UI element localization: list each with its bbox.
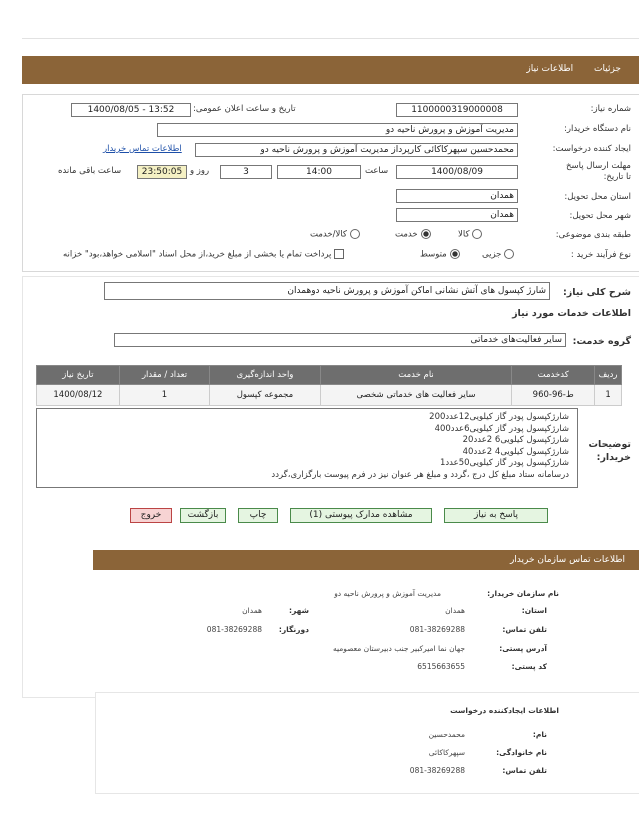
payment-note: پرداخت تمام یا بخشی از مبلغ خرید،از محل اسناد "اسلامی خواهد،بود" خزانه [63, 249, 344, 260]
org-value: مدیریت آموزش و پرورش ناحیه دو [334, 589, 441, 598]
buyer-label: نام دستگاه خریدار: [564, 124, 631, 134]
province-c-value: همدان [445, 606, 465, 615]
payment-checkbox[interactable] [334, 249, 344, 259]
org-label: نام سازمان خریدار: [487, 589, 559, 598]
process-label: نوع فرآیند خرید : [570, 250, 631, 260]
announce-field: 1400/08/05 - 13:52 [71, 103, 191, 117]
city-label: شهر محل تحویل: [569, 211, 631, 221]
city-c-label: شهر: [289, 606, 309, 615]
buyer-contact-link[interactable]: اطلاعات تماس خریدار [103, 144, 182, 154]
top-divider [22, 38, 639, 39]
desc-line: شارژکپسول کیلویی6 2عدد20 [462, 435, 569, 445]
deadline-time-label: ساعت [365, 166, 389, 176]
desc-line: شارژکپسول پودر گاز کیلویی6عدد400 [434, 423, 569, 434]
nav-details[interactable]: جزئیات [594, 64, 621, 74]
radio-goods[interactable] [472, 229, 482, 239]
cell-unit: مجموعه کپسول [210, 385, 320, 406]
process-medium-option[interactable]: متوسط [420, 249, 460, 260]
announce-label: تاریخ و ساعت اعلان عمومی: [193, 104, 296, 114]
back-button[interactable]: بازگشت [180, 508, 226, 523]
reply-button[interactable]: پاسخ به نیاز [444, 508, 548, 523]
fax-label: دورنگار: [278, 625, 309, 634]
col-service-name: نام خدمت [320, 366, 512, 385]
time-remaining-label: ساعت باقی مانده [58, 166, 122, 176]
contact-bar [93, 550, 639, 570]
phone-value: 081-38269288 [409, 625, 465, 634]
deadline-label: مهلت ارسال پاسخ تا تاریخ: [566, 161, 631, 182]
cell-row: 1 [595, 385, 622, 406]
category-goods-option[interactable]: کالا [458, 229, 482, 240]
family-label: نام خانوادگی: [496, 748, 547, 757]
fax-value: 081-38269288 [206, 625, 262, 634]
category-goods-service-option[interactable]: کالا/خدمت [310, 229, 360, 240]
col-quantity: تعداد / مقدار [119, 366, 209, 385]
name-value: محمدحسین [428, 730, 465, 739]
col-row: ردیف [595, 366, 622, 385]
table-header-row [37, 366, 622, 385]
desc-line: درسامانه ستاد مبلغ کل درج ،گردد و مبلغ هر عنوان نیز در فرم پیوست بارگزاری،گردد [271, 469, 569, 480]
col-need-date: تاریخ نیاز [37, 366, 120, 385]
summary-label: شرح کلی نیاز: [562, 287, 631, 298]
cell-need-date: 1400/08/12 [37, 385, 120, 406]
cell-service-code: ط-96-960 [512, 385, 595, 406]
need-number-label: شماره نیاز: [590, 104, 631, 114]
deadline-date-field: 1400/08/09 [396, 165, 518, 179]
nav-need-info[interactable]: اطلاعات نیاز [526, 64, 574, 74]
buyer-desc-label: توضیحات خریدار: [588, 439, 631, 463]
desc-line: شارژکپسول پودر گاز کیلویی50عدد1 [439, 458, 569, 468]
deadline-time-field: 14:00 [277, 165, 361, 179]
desc-line: شارژکپسول کیلویی4 2عدد40 [462, 446, 569, 457]
address-value: جهان نما امیرکبیر جنب دبیرستان معصومیه [332, 644, 465, 653]
table-row [37, 385, 622, 406]
creator-phone-label: تلفن تماس: [502, 766, 547, 775]
radio-goods-service[interactable] [350, 229, 360, 239]
name-label: نام: [532, 730, 547, 739]
service-group-field: سایر فعالیت‌های خدماتی [114, 333, 566, 347]
time-remaining-field: 23:50:05 [137, 165, 187, 179]
address-label: آدرس پستی: [499, 644, 547, 653]
cell-service-name: سایر فعالیت های خدماتی شخصی [320, 385, 512, 406]
category-service-option[interactable]: خدمت [395, 229, 431, 240]
radio-partial[interactable] [504, 249, 514, 259]
header-bar [22, 56, 639, 84]
col-service-code: کدخدمت [512, 366, 595, 385]
print-button[interactable]: چاپ [238, 508, 278, 523]
category-label: طبقه بندی موضوعی: [555, 230, 631, 240]
postal-value: 6515663655 [417, 662, 465, 671]
creator-title: اطلاعات ایجادکننده درخواست [450, 706, 559, 715]
radio-medium[interactable] [450, 249, 460, 259]
summary-field: شارژ کپسول های آتش نشانی اماکن آموزش و پرورش ناحیه دوهمدان [104, 282, 550, 300]
days-label: روز و [190, 166, 210, 176]
buyer-field: مدیریت آموزش و پرورش ناحیه دو [157, 123, 518, 137]
creator-field: محمدحسین سپهرکاکائی کارپرداز مدیریت آموزش و پرورش ناحیه دو [195, 143, 518, 157]
phone-label: تلفن تماس: [502, 625, 547, 634]
province-c-label: استان: [521, 606, 547, 615]
family-value: سپهرکاکائی [428, 748, 465, 757]
city-c-value: همدان [242, 606, 262, 615]
service-group-label: گروه خدمت: [572, 336, 631, 347]
creator-label: ایجاد کننده درخواست: [552, 144, 631, 154]
col-unit: واحد اندازه‌گیری [210, 366, 320, 385]
view-attachments-button[interactable]: مشاهده مدارک پیوستی (1) [290, 508, 432, 523]
services-table [36, 365, 622, 406]
exit-button[interactable]: خروج [130, 508, 172, 523]
city-field: همدان [396, 208, 518, 222]
need-form-panel [22, 94, 639, 272]
process-partial-option[interactable]: جزیی [482, 249, 514, 260]
province-label: استان محل تحویل: [564, 192, 631, 202]
province-field: همدان [396, 189, 518, 203]
contact-title: اطلاعات تماس سازمان خریدار [509, 555, 625, 565]
days-remaining-field: 3 [220, 165, 272, 179]
services-title: اطلاعات خدمات مورد نیاز [512, 308, 631, 319]
creator-phone-value: 081-38269288 [409, 766, 465, 775]
need-number-field: 1100000319000008 [396, 103, 518, 117]
postal-label: کد پستی: [511, 662, 547, 671]
desc-line: شارژکپسول پودر گاز کیلویی12عدد200 [429, 412, 569, 422]
buyer-desc-box [36, 408, 578, 488]
cell-quantity: 1 [119, 385, 209, 406]
radio-service[interactable] [421, 229, 431, 239]
